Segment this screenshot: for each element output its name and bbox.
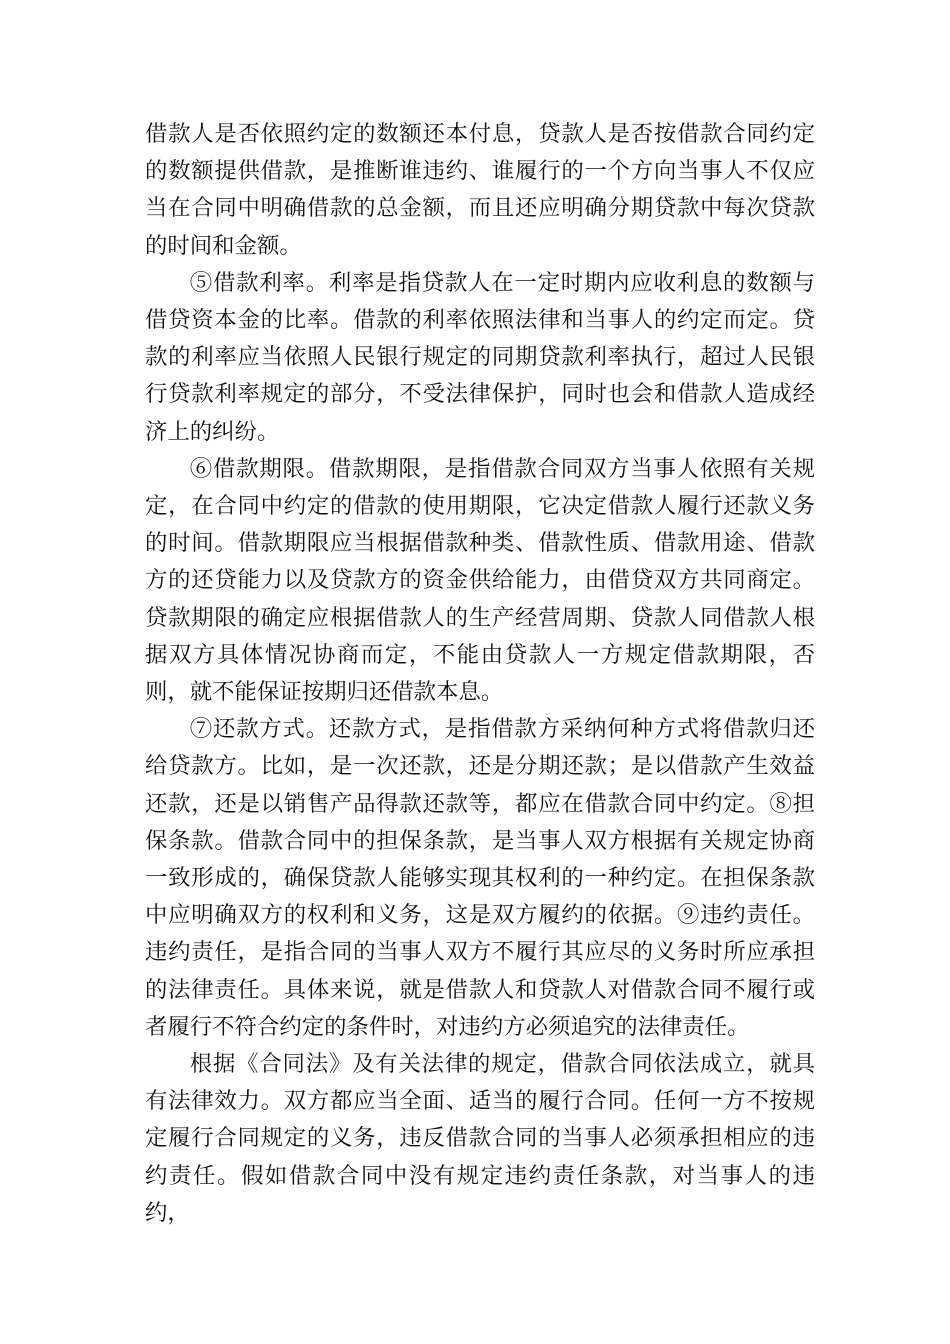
document-body xyxy=(145,116,815,1232)
paragraph-repayment-guarantee-liability: ⑦还款方式。还款方式，是指借款方采纳何种方式将借款归还给贷款方。比如，是一次还款，还是分期还款；是以借款产生效益还款，还是以销售产品得款还款等，都应在借款合同中约定。⑧担保条款。借款合同中的担保条款，是当事人双方根据有关规定协商一致形成的，确保贷款人能够实现其权利的一种约定。在担保条款中应明确双方的权利和义务，这是双方履约的依据。⑨违约责任。违约责任，是指合同的当事人双方不履行其应尽的义务时所应承担的法律责任。具体来说，就是借款人和贷款人对借款合同不履行或者履行不符合约定的条件时，对违约方必须追究的法律责任。 xyxy=(145,716,815,1040)
paragraph-interest-rate: ⑤借款利率。利率是指贷款人在一定时期内应收利息的数额与借贷资本金的比率。借款的利率依照法律和当事人的约定而定。贷款的利率应当依照人民银行规定的同期贷款利率执行，超过人民银行贷款利率规定的部分，不受法律保护，同时也会和借款人造成经济上的纠纷。 xyxy=(145,269,815,445)
paragraph-loan-amount: 借款人是否依照约定的数额还本付息，贷款人是否按借款合同约定的数额提供借款，是推断谁违约、谁履行的一个方向当事人不仅应当在合同中明确借款的总金额，而且还应明确分期贷款中每次贷款的时间和金额。 xyxy=(145,121,815,259)
paragraph-contract-law: 根据《合同法》及有关法律的规定，借款合同依法成立，就具有法律效力。双方都应当全面、适当的履行合同。任何一方不按规定履行合同规定的义务，违反借款合同的当事人必须承担相应的违约责任。假如借款合同中没有规定违约责任条款，对当事人的违约， xyxy=(145,1051,815,1226)
paragraph-loan-term: ⑥借款期限。借款期限，是指借款合同双方当事人依照有关规定，在合同中约定的借款的使用期限，它决定借款人履行还款义务的时间。借款期限应当根据借款种类、借款性质、借款用途、借款方的还贷能力以及贷款方的资金供给能力，由借贷双方共同商定。贷款期限的确定应根据借款人的生产经营周期、贷款人同借款人根据双方具体情况协商而定，不能由贷款人一方规定借款期限，否则，就不能保证按期归还借款本息。 xyxy=(145,455,815,706)
